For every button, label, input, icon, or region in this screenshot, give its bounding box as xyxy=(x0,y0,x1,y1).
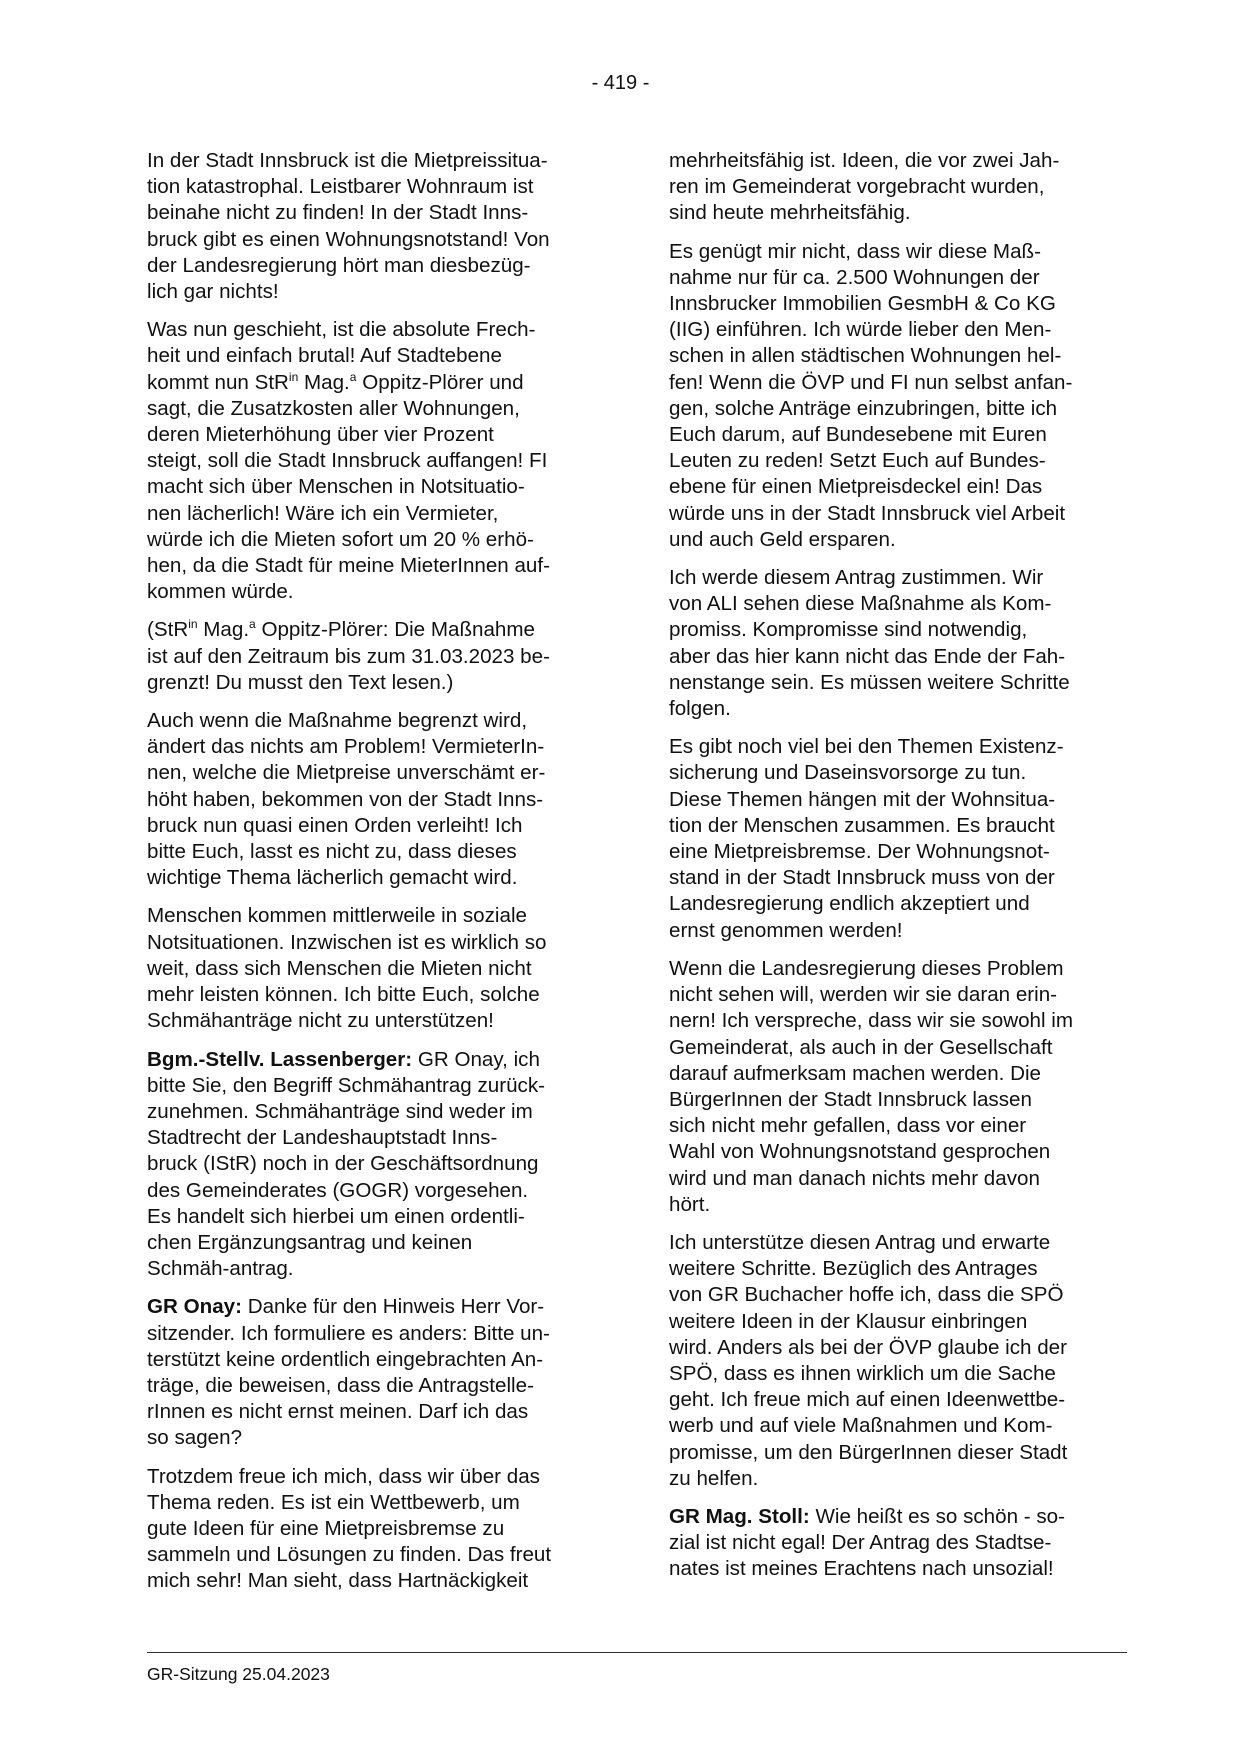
speaker-name: GR Mag. Stoll: xyxy=(669,1504,810,1528)
footer-text: GR-Sitzung 25.04.2023 xyxy=(147,1664,330,1684)
page-number: - 419 - xyxy=(591,72,650,94)
paragraph: In der Stadt Innsbruck ist die Mietpreissitua- tion katastrophal. Leistbarer Wohnraum ist beinahe nicht zu finden! In der Stadt Inns- bruck gibt es einen Wohnungsnotstand! Von der Landesregierung hört man diesbezüg- lich gar nichts! xyxy=(147,149,550,304)
speaker-paragraph: GR Onay: Danke für den Hinweis Herr Vor- sitzender. Ich formuliere es anders: Bitte un- terstützt keine ordentlich eingebrachten An- träge, die beweisen, dass die Antragstelle- rInnen es nicht ernst meinen. Darf ich das so sagen? xyxy=(147,1295,550,1450)
left-column xyxy=(147,148,599,1607)
paragraph: Auch wenn die Maßnahme begrenzt wird, ändert das nichts am Problem! VermieterIn- nen, welche die Mietpreise unverschämt er- höht haben, bekommen von der Stadt Inns- bruck nun quasi einen Orden verleiht! Ich bitte Euch, lasst es nicht zu, dass dieses wichtige Thema lächerlich gemacht wird. xyxy=(147,709,546,890)
right-column xyxy=(669,148,1127,1595)
paragraph: Es gibt noch viel bei den Themen Existenz- sicherung und Daseinsvorsorge zu tun. Diese Themen hängen mit der Wohnsitua- tion der Menschen zusammen. Es braucht eine Mietpreisbremse. Der Wohnungsnot- stand in der Stadt Innsbruck muss von der Landesregierung endlich akzeptiert und ernst genommen werden! xyxy=(669,735,1064,942)
paragraph: Was nun geschieht, ist die absolute Frech- heit und einfach brutal! Auf Stadtebene kommt nun StR$^{in}$ Mag.$^a$ Oppitz-Plörer und sagt, die Zusatzkosten aller Wohnungen, deren Mieterhöhung über vier Prozent steigt, soll die Stadt Innsbruck auffangen! FI macht sich über Menschen in Notsituatio- nen lächerlich! Wäre ich ein Vermieter, würde ich die Mieten sofort um 20 % erhö- hen, da die Stadt für meine MieterInnen auf- kommen würde. xyxy=(147,318,550,604)
paragraph: Es genügt mir nicht, dass wir diese Maß- nahme nur für ca. 2.500 Wohnungen der Innsbrucker Immobilien GesmbH & Co KG (IIG) einführen. Ich würde lieber den Men- schen in allen städtischen Wohnungen hel- fen! Wenn die ÖVP und FI nun selbst anfan- gen, solche Anträge einzubringen, bitte ich Euch darum, auf Bundesebene mit Euren Leuten zu reden! Setzt Euch auf Bundes- ebene für einen Mietpreisdeckel ein! Das würde uns in der Stadt Innsbruck viel Arbeit und auch Geld ersparen. xyxy=(669,239,1073,551)
paragraph: Trotzdem freue ich mich, dass wir über das Thema reden. Es ist ein Wettbewerb, um gute Ideen für eine Mietpreisbremse zu sammeln und Lösungen zu finden. Das freut mich sehr! Man sieht, dass Hartnäckigkeit xyxy=(147,1464,552,1593)
speaker-name: Bgm.-Stellv. Lassenberger: xyxy=(147,1047,413,1071)
footer-divider xyxy=(147,1652,1127,1653)
interjection: (StR$^{in}$ Mag.$^a$ Oppitz-Plörer: Die Maßnahme ist auf den Zeitraum bis zum 31.03.2023 be- grenzt! Du musst den Text lesen.) xyxy=(147,617,550,694)
speaker-name: GR Onay: xyxy=(147,1295,242,1319)
paragraph: Menschen kommen mittlerweile in soziale Notsituationen. Inzwischen ist es wirklich so weit, dass sich Menschen die Mieten nicht mehr leisten können. Ich bitte Euch, solche Schmähanträge nicht zu unterstützen! xyxy=(147,904,547,1033)
paragraph: Wenn die Landesregierung dieses Problem nicht sehen will, werden wir sie daran erin- nern! Ich verspreche, dass wir sie sowohl im Gemeinderat, als auch in der Gesellschaft darauf aufmerksam machen werden. Die BürgerInnen der Stadt Innsbruck lassen sich nicht mehr gefallen, dass vor einer Wahl von Wohnungsnotstand gesprochen wird und man danach nichts mehr davon hört. xyxy=(669,956,1074,1216)
paragraph: mehrheitsfähig ist. Ideen, die vor zwei Jah- ren im Gemeinderat vorgebracht wurden, sind heute mehrheitsfähig. xyxy=(669,149,1060,225)
paragraph: Ich werde diesem Antrag zustimmen. Wir von ALI sehen diese Maßnahme als Kom- promiss. Kompromisse sind notwendig, aber das hier kann nicht das Ende der Fah- nenstange sein. Es müssen weitere Schritte folgen. xyxy=(669,566,1070,721)
speaker-paragraph: GR Mag. Stoll: Wie heißt es so schön - so- zial ist nicht egal! Der Antrag des Stadtse- nates ist meines Erachtens nach unsozial! xyxy=(669,1504,1065,1581)
speaker-paragraph: Bgm.-Stellv. Lassenberger: GR Onay, ich bitte Sie, den Begriff Schmähantrag zurück- zunehmen. Schmähanträge sind weder im Stadtrecht der Landeshauptstadt Inns- bruck (IStR) noch in der Geschäftsordnung des Gemeinderates (GOGR) vorgesehen. Es handelt sich hierbei um einen ordentli- chen Ergänzungsantrag und keinen Schmäh-antrag. xyxy=(147,1047,545,1281)
paragraph: Ich unterstütze diesen Antrag und erwarte weitere Schritte. Bezüglich des Antrages von GR Buchacher hoffe ich, dass die SPÖ weitere Ideen in der Klausur einbringen wird. Anders als bei der ÖVP glaube ich der SPÖ, dass es ihnen wirklich um die Sache geht. Ich freue mich auf einen Ideenwettbe- werb und auf viele Maßnahmen und Kom- promisse, um den BürgerInnen dieser Stadt zu helfen. xyxy=(669,1230,1068,1490)
